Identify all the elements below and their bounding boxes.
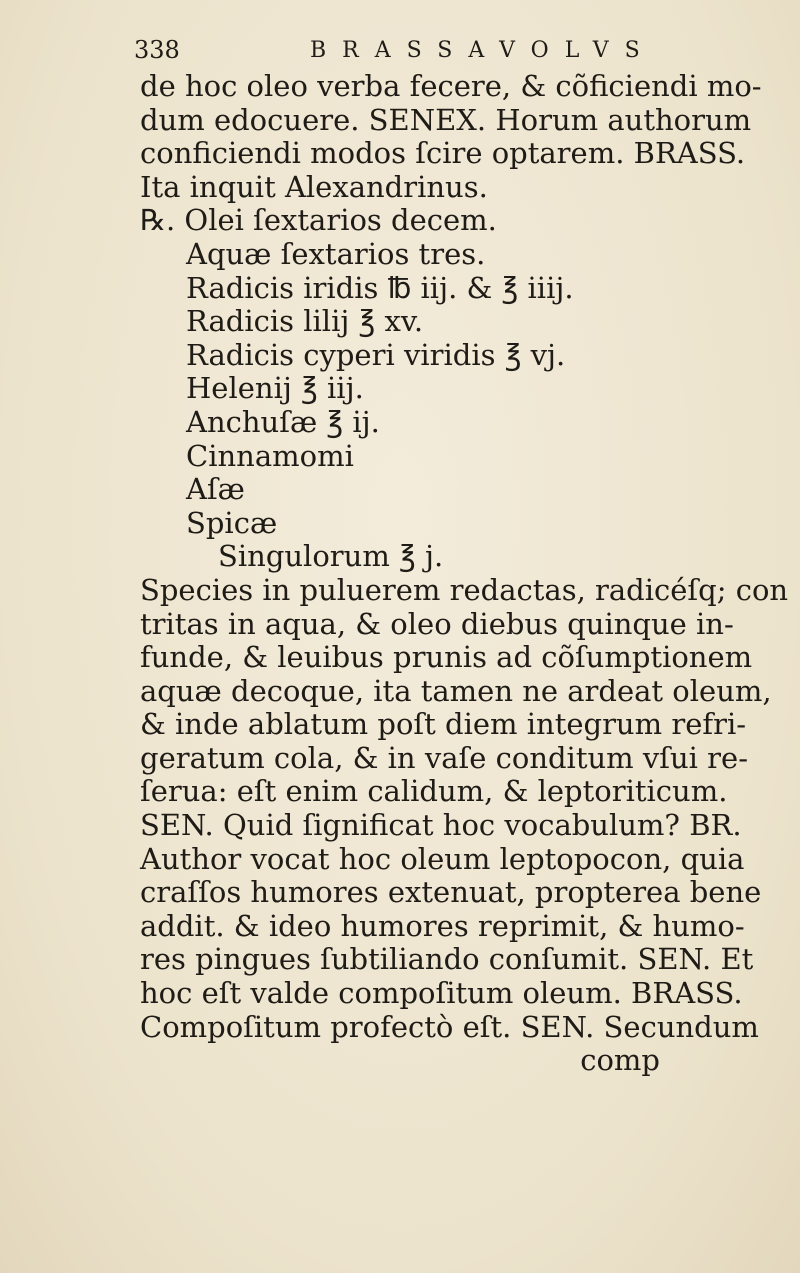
catchword: comp: [580, 1043, 660, 1078]
text-line: & inde ablatum poſt diem integrum refri-: [140, 707, 747, 742]
text-line: Cinnamomi: [186, 438, 354, 473]
running-head: BRASSAVOLVS: [310, 38, 656, 63]
text-line: geratum cola, & in vaſe conditum vſui re-: [140, 740, 748, 775]
text-line: Author vocat hoc oleum leptopocon, quia: [140, 841, 745, 876]
text-line: addit. & ideo humores reprimit, & humo-: [140, 908, 745, 943]
text-line: SEN. Quid ſignificat hoc vocabulum? BR.: [140, 808, 742, 843]
text-line: Species in puluerem redactas, radicéſq; con: [140, 572, 789, 607]
text-line: ℞. Olei ſextarios decem.: [140, 203, 497, 238]
text-line: Anchuſæ ℥ ij.: [186, 404, 380, 439]
text-line: Radicis cyperi viridis ℥ vj.: [186, 337, 566, 372]
body-text: [140, 69, 789, 1078]
text-line: hoc eſt valde compoſitum oleum. BRASS.: [140, 976, 743, 1011]
text-line: aquæ decoque, ita tamen ne ardeat oleum,: [140, 673, 772, 708]
text-line: Ita inquit Alexandrinus.: [140, 169, 488, 204]
page-number: 338: [134, 36, 180, 64]
text-line: dum edocuere. SENEX. Horum authorum: [140, 102, 752, 137]
text-line: Aquæ ſextarios tres.: [186, 236, 486, 271]
text-line: Singulorum ℥ j.: [218, 539, 444, 574]
text-line: Compoſitum profectò eſt. SEN. Secundum: [140, 1009, 759, 1044]
text-line: craſſos humores extenuat, propterea bene: [140, 875, 762, 910]
text-line: Spicæ: [186, 505, 278, 540]
text-line: Radicis lilij ℥ xv.: [186, 304, 424, 339]
text-line: Radicis iridis ℔ iij. & ℥ iiij.: [186, 270, 574, 305]
text-line: conficiendi modos ſcire optarem. BRASS.: [140, 136, 746, 171]
text-line: ſerua: eſt enim calidum, & leptoriticum.: [140, 774, 728, 809]
text-line: funde, & leuibus prunis ad cõſumptionem: [140, 640, 753, 675]
text-line: de hoc oleo verba fecere, & cõficiendi mo-: [140, 69, 762, 103]
text-line: res pingues ſubtiliando conſumit. SEN. Et: [140, 942, 754, 977]
text-line: Helenij ℥ iij.: [186, 371, 364, 406]
text-line: Aſæ: [186, 472, 245, 507]
text-line: tritas in aqua, & oleo diebus quinque in-: [140, 606, 734, 641]
